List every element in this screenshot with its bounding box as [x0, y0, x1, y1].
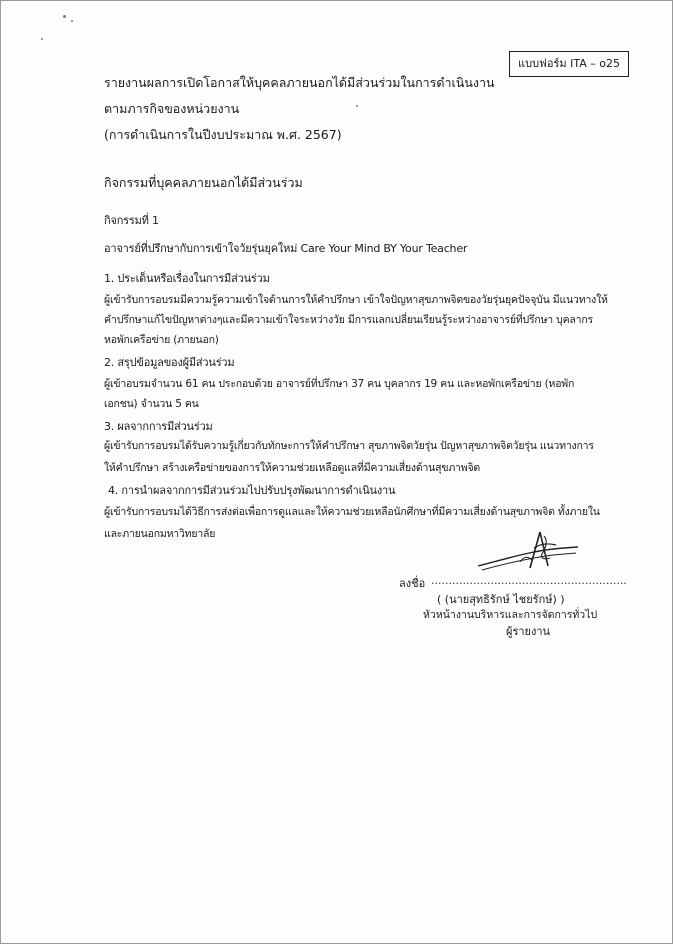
sign-label: ลงชื่อ	[399, 577, 426, 590]
title-line-2: ตามภารกิจของหน่วยงาน	[104, 101, 240, 116]
item-2-heading: 2. สรุปข้อมูลของผู้มีส่วนร่วม	[104, 356, 235, 369]
scan-speck	[63, 15, 66, 18]
title-line-3: (การดำเนินการในปีงบประมาณ พ.ศ. 2567)	[104, 127, 342, 142]
activity-name: อาจารย์ที่ปรึกษากับการเข้าใจวัยรุ่นยุคใหม่ Care Your Mind BY Your Teacher	[104, 242, 468, 255]
item-1-line-3: หอพักเครือข่าย (ภายนอก)	[104, 334, 219, 346]
reporter-label: ผู้รายงาน	[506, 625, 551, 638]
item-4-line-1: ผู้เข้ารับการอบรมได้วิธีการส่งต่อเพื่อการดูแลและให้ความช่วยเหลือนักศึกษาที่มีความเสี่ยงด้านสุขภาพจิต ทั้งภายใน	[104, 506, 600, 518]
form-code-box: แบบฟอร์ม ITA – o25	[509, 51, 629, 77]
signature-dotted-line: ........................................................	[431, 574, 627, 587]
item-2-line-2: เอกชน) จำนวน 5 คน	[104, 398, 199, 410]
handwritten-signature-icon	[474, 526, 584, 578]
item-1-line-2: คำปรึกษาแก้ไขปัญหาต่างๆและมีความเข้าใจระหว่างวัย มีการแลกเปลี่ยนเรียนรู้ระหว่างอาจารย์ที่ปรึกษา บุคลากร	[104, 314, 593, 326]
item-4-heading: 4. การนำผลจากการมีส่วนร่วมไปปรับปรุงพัฒนาการดำเนินงาน	[108, 484, 396, 497]
item-3-line-2: ให้คำปรึกษา สร้างเครือข่ายของการให้ความช่วยเหลือดูแลที่มีความเสี่ยงด้านสุขภาพจิต	[104, 462, 481, 474]
signer-position: หัวหน้างานบริหารและการจัดการทั่วไป	[423, 609, 598, 621]
item-3-line-1: ผู้เข้ารับการอบรมได้รับความรู้เกี่ยวกับทักษะการให้คำปรึกษา สุขภาพจิตวัยรุ่น ปัญหาสุขภาพจิตวัยรุ่น แนวทางการ	[104, 440, 594, 452]
activity-label: กิจกรรมที่ 1	[104, 214, 159, 227]
scan-speck	[41, 38, 43, 40]
signer-name: ( (นายสุทธิรักษ์ ไชยรักษ์) )	[437, 593, 565, 606]
item-2-line-1: ผู้เข้าอบรมจำนวน 61 คน ประกอบด้วย อาจารย์ที่ปรึกษา 37 คน บุคลากร 19 คน และหอพักเครือข่าย (หอพัก	[104, 378, 575, 390]
signature-block	[399, 526, 639, 646]
title-line-1: รายงานผลการเปิดโอกาสให้บุคคลภายนอกได้มีส่วนร่วมในการดำเนินงาน	[104, 75, 495, 90]
scan-speck	[71, 20, 73, 22]
item-3-heading: 3. ผลจากการมีส่วนร่วม	[104, 420, 213, 433]
section-heading: กิจกรรมที่บุคคลภายนอกได้มีส่วนร่วม	[104, 175, 303, 190]
item-1-line-1: ผู้เข้ารับการอบรมมีความรู้ความเข้าใจด้านการให้คำปรึกษา เข้าใจปัญหาสุขภาพจิตของวัยรุ่นยุคปัจจุบัน มีแนวทางให้	[104, 294, 608, 306]
item-1-heading: 1. ประเด็นหรือเรื่องในการมีส่วนร่วม	[104, 272, 270, 285]
item-4-line-2: และภายนอกมหาวิทยาลัย	[104, 528, 216, 540]
